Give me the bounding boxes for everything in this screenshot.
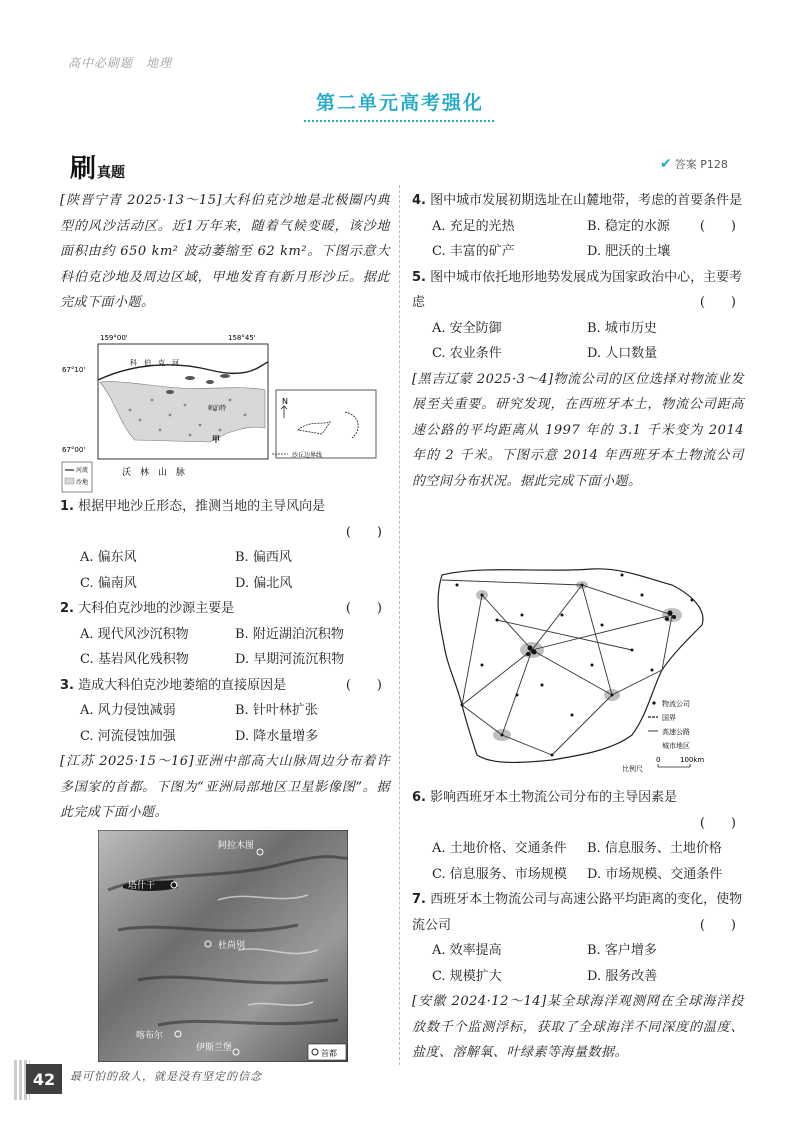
answer-page: 答案 P128 [674, 158, 728, 171]
question-5 [412, 265, 744, 367]
question-7-option-d[interactable]: D. 服务改善 [587, 968, 658, 984]
answer-reference [660, 156, 728, 172]
legend-river: 河流 [76, 467, 89, 474]
question-4-option-c[interactable]: C. 丰富的矿产 [432, 244, 515, 259]
lon-label-1: 159°00' [100, 334, 128, 342]
passage-3: [黑吉辽蒙 2025·3～4]物流公司的区位选择对物流业发展至关重要。研究发现，在西班牙本土，物流公司距高速公路的平均距离从 1997 年的 3.1 千米变为 2014 年的 2 千米。下图示意 2014 年西班牙本土物流公司的空间分布状况。据此完成下面小题。 [412, 371, 744, 489]
section-brush-char: 刷 [70, 154, 97, 184]
city-tashkent: 塔什干 [128, 881, 156, 891]
footer-motto: 最可怕的敌人，就是没有坚定的信念 [70, 1070, 262, 1083]
question-4-number: 4. [412, 193, 426, 208]
legend-border: 国界 [662, 714, 676, 722]
question-2 [60, 596, 390, 673]
question-3-stem: 造成大科伯克沙地萎缩的直接原因是 [78, 677, 287, 693]
passage-4: [安徽 2024·12～14]某全球海洋观测网在全球海洋投放数千个监测浮标，获取了全球海洋不同深度的温度、盐度、溶解氧、叶绿素等海量数据。 [412, 994, 744, 1060]
question-5-option-b[interactable]: B. 城市历史 [587, 320, 657, 336]
page-number: 42 [26, 1064, 62, 1094]
question-5-option-c[interactable]: C. 农业条件 [432, 346, 502, 361]
question-1-option-c[interactable]: C. 偏南风 [80, 575, 137, 591]
town-label: 帕泊特 [208, 405, 227, 412]
scale-distance: 100km [680, 756, 705, 764]
question-6-option-c[interactable]: C. 信息服务、市场规模 [432, 866, 567, 882]
question-7 [412, 887, 744, 989]
mountain-label: 沃 林 山 脉 [122, 468, 186, 478]
question-1-answer-blank[interactable]: ( ) [345, 524, 382, 540]
sandland-map [60, 330, 382, 495]
question-5-answer-blank[interactable]: ( ) [699, 295, 736, 310]
lat-label-2: 67°00' [62, 446, 86, 454]
spain-logistics-map [422, 555, 722, 780]
question-6-number: 6. [412, 790, 426, 805]
question-2-number: 2. [60, 601, 74, 616]
question-6-answer-blank[interactable]: ( ) [699, 815, 736, 831]
question-3-option-d[interactable]: D. 降水量增多 [235, 728, 319, 744]
question-2-stem: 大科伯克沙地的沙源主要是 [78, 601, 235, 616]
question-2-answer-blank[interactable]: ( ) [345, 601, 382, 616]
lat-label-1: 67°10' [62, 366, 86, 374]
unit-title: 第二单元高考强化 [315, 92, 484, 114]
question-3-number: 3. [60, 677, 74, 693]
section-heading [70, 148, 125, 185]
question-7-number: 7. [412, 892, 426, 907]
passage-1: [陕晋宁青 2025·13～15]大科伯克沙地是北极圈内典型的风沙活动区。近1万年来，随着气候变暖，该沙地面积由约 650 km² 波动萎缩至 62 km²。下图示意大科伯克沙地及周边区域，甲地发育有新月形沙丘。据此完成下面小题。 [60, 193, 390, 310]
question-5-number: 5. [412, 269, 426, 285]
satellite-image [98, 830, 348, 1062]
right-column-top [412, 188, 744, 494]
question-4-option-d[interactable]: D. 肥沃的土壤 [587, 244, 671, 259]
city-almaty: 阿拉木图 [218, 841, 255, 851]
question-6-stem: 影响西班牙本土物流公司分布的主导因素是 [430, 790, 678, 805]
question-4-option-a[interactable]: A. 充足的光热 [432, 218, 515, 234]
question-4-stem: 图中城市发展初期选址在山麓地带，考虑的首要条件是 [430, 193, 743, 208]
scale-label: 比例尺 [622, 765, 643, 773]
question-4-option-b[interactable]: B. 稳定的水源 [587, 218, 670, 234]
question-3-option-a[interactable]: A. 风力侵蚀减弱 [80, 703, 176, 718]
question-1-stem: 根据甲地沙丘形态，推测当地的主导风向是 [78, 499, 326, 514]
city-dushanbe: 杜尚别 [218, 941, 246, 951]
question-1-option-d[interactable]: D. 偏北风 [235, 575, 293, 591]
legend-highway: 高速公路 [662, 728, 690, 736]
legend-border: 沙丘边界线 [292, 452, 323, 459]
question-5-option-d[interactable]: D. 人口数量 [587, 346, 658, 361]
legend-company: 物流公司 [662, 700, 690, 708]
question-6-option-d[interactable]: D. 市场规模、交通条件 [587, 866, 723, 882]
series-header: 高中必刷题 地理 [68, 56, 173, 70]
question-5-stem: 图中城市依托地形地势发展成为国家政治中心，主要考虑 [412, 269, 743, 310]
left-column-questions [60, 494, 390, 826]
question-7-stem: 西班牙本土物流公司与高速公路平均距离的变化，使物流公司 [412, 892, 743, 933]
river-label: 科 伯 克 河 [130, 359, 179, 367]
question-1-option-b[interactable]: B. 偏西风 [235, 550, 292, 565]
question-2-option-d[interactable]: D. 早期河流沉积物 [235, 652, 345, 667]
question-7-answer-blank[interactable]: ( ) [699, 917, 736, 933]
question-2-option-a[interactable]: A. 现代风沙沉积物 [80, 626, 189, 642]
scale-bar [658, 764, 690, 767]
inset-frame [276, 390, 376, 458]
question-4-answer-blank[interactable]: ( ) [699, 218, 736, 234]
legend-sand-symbol [65, 478, 74, 484]
lon-label-2: 158°45' [228, 334, 256, 342]
question-2-option-c[interactable]: C. 基岩风化残积物 [80, 652, 189, 667]
city-islamabad: 伊斯兰堡 [196, 1043, 233, 1053]
question-7-option-a[interactable]: A. 效率提高 [432, 943, 502, 958]
question-3-option-b[interactable]: B. 针叶林扩张 [235, 703, 318, 718]
site-jia: 甲 [212, 435, 220, 444]
legend-point-icon [652, 701, 655, 704]
question-6 [412, 785, 744, 887]
passage-2: [江苏 2025·15～16]亚洲中部高大山脉周边分布着许多国家的首都。下图为“亚洲局部地区卫星影像图”。据此完成下面小题。 [60, 754, 390, 820]
question-5-option-a[interactable]: A. 安全防御 [432, 320, 502, 336]
question-6-option-b[interactable]: B. 信息服务、土地价格 [587, 841, 722, 856]
question-1 [60, 494, 390, 596]
column-divider [399, 185, 400, 1065]
question-3-answer-blank[interactable]: ( ) [345, 677, 382, 693]
title-underline [304, 120, 494, 122]
section-subtitle: 真题 [97, 165, 126, 181]
question-2-option-b[interactable]: B. 附近湖泊沉积物 [235, 626, 344, 642]
question-1-option-a[interactable]: A. 偏东风 [80, 550, 137, 565]
question-7-option-c[interactable]: C. 规模扩大 [432, 968, 502, 984]
scale-zero: 0 [656, 756, 661, 764]
legend-urban: 城市地区 [662, 742, 690, 750]
legend-capital: 首都 [321, 1049, 337, 1058]
city-kabul: 喀布尔 [136, 1031, 164, 1041]
left-column-top [60, 188, 390, 316]
question-7-option-b[interactable]: B. 客户增多 [587, 943, 657, 958]
question-3 [60, 673, 390, 750]
right-column-bottom [412, 785, 744, 1066]
question-6-option-a[interactable]: A. 土地价格、交通条件 [432, 841, 567, 856]
question-3-option-c[interactable]: C. 河流侵蚀加强 [80, 728, 176, 744]
north-label: N [282, 397, 288, 406]
check-icon: ✔ [660, 156, 672, 172]
legend-sand: 沙地 [76, 479, 89, 486]
question-1-number: 1. [60, 499, 74, 514]
question-4 [412, 188, 744, 265]
